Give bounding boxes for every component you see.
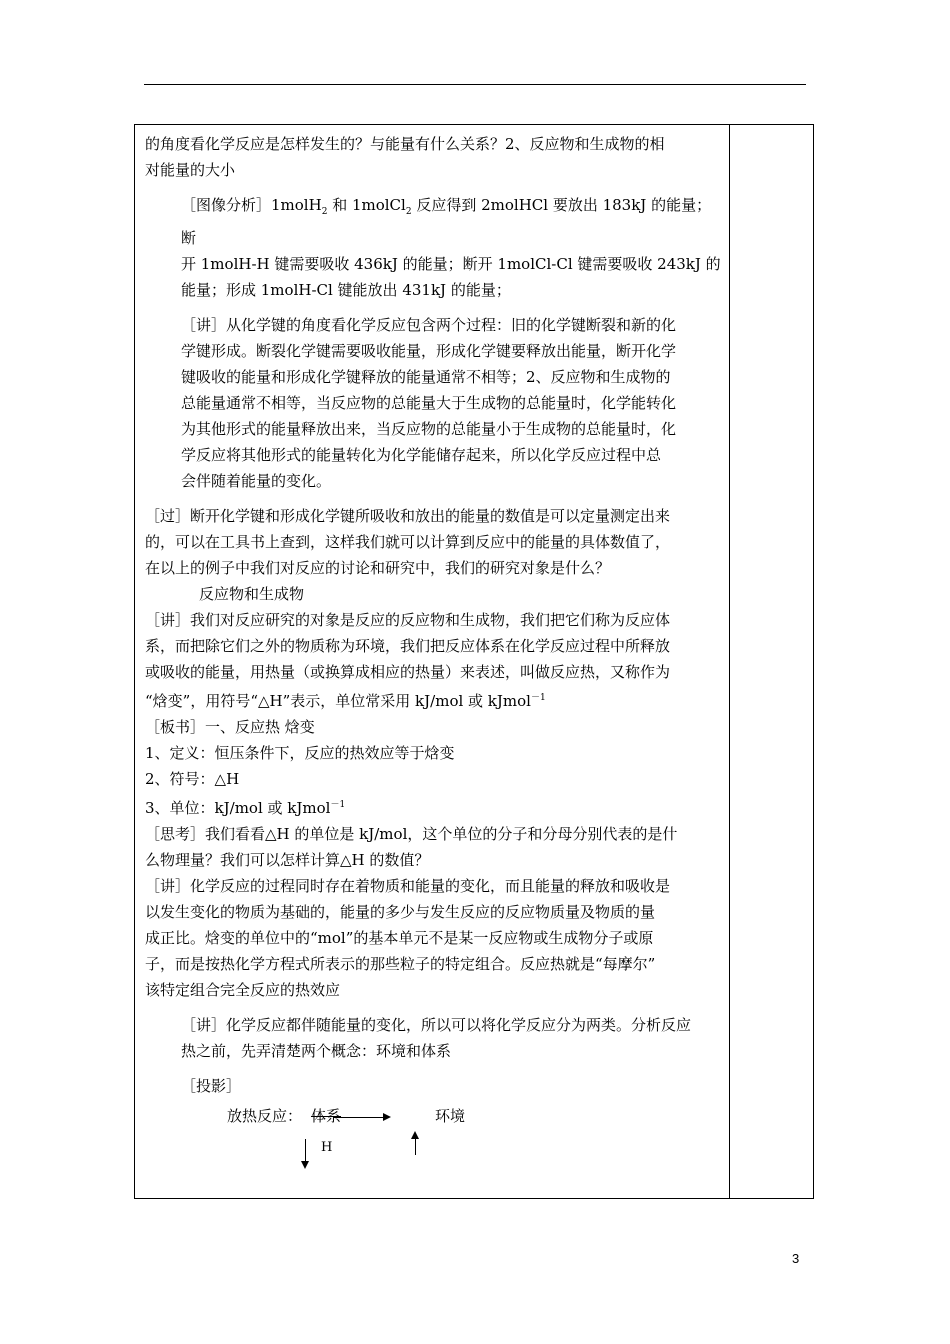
text-line: “焓变”，用符号“△H”表示，单位常采用 kJ/mol 或 kJmol$^{-1}$ [145, 692, 546, 710]
text-line: 学键形成。断裂化学键需要吸收能量，形成化学键要释放出能量，断开化学 [181, 342, 677, 360]
text-line: ［讲］我们对反应研究的对象是反应的反应物和生成物，我们把它们称为反应体 [145, 611, 671, 629]
text-line: 开 1molH-H 键需要吸收 436kJ 的能量；断开 1molCl-Cl 键需要吸收 243kJ 的 [181, 255, 721, 273]
text-line: 学反应将其他形式的能量转化为化学能储存起来，所以化学反应过程中总 [181, 446, 662, 464]
text-line: 以发生变化的物质为基础的，能量的多少与发生反应的反应物质量及物质的量 [145, 903, 656, 921]
diagram-h-label: H [321, 1140, 333, 1155]
text-line: 能量；形成 1molH-Cl 键能放出 431kJ 的能量； [181, 281, 511, 299]
text-line: 会伴随着能量的变化。 [181, 472, 332, 490]
text-line: 成正比。焓变的单位中的“mol”的基本单元不是某一反应物或生成物分子或原 [145, 929, 654, 947]
text-line: ［讲］化学反应的过程同时存在着物质和能量的变化，而且能量的释放和吸收是 [145, 877, 671, 895]
diagram-reaction-label: 放热反应： [227, 1107, 303, 1125]
table-column-divider [729, 125, 730, 1198]
text-line: 系，而把除它们之外的物质称为环境，我们把反应体系在化学反应过程中所释放 [145, 637, 671, 655]
text-line: 的角度看化学反应是怎样发生的？与能量有什么关系？2、反应物和生成物的相 [145, 135, 665, 153]
text-line: 在以上的例子中我们对反应的讨论和研究中，我们的研究对象是什么？ [145, 559, 611, 577]
diagram-environment-label: 环境 [435, 1107, 466, 1125]
lesson-table [134, 124, 814, 1199]
diagram-down-arrow [305, 1139, 306, 1167]
text-line: 热之前，先弄清楚两个概念：环境和体系 [181, 1042, 452, 1060]
text-line: 反应物和生成物 [199, 585, 305, 603]
diagram-system-label: 体系 [311, 1107, 342, 1125]
diagram-up-arrow [415, 1133, 416, 1155]
text-line: 或吸收的能量，用热量（或换算成相应的热量）来表述，叫做反应热，又称作为 [145, 663, 671, 681]
text-line: 子，而是按热化学方程式所表示的那些粒子的特定组合。反应热就是“每摩尔” [145, 955, 656, 973]
lesson-content [145, 131, 725, 1183]
header-rule [144, 84, 806, 85]
text-line: ［投影］ [181, 1077, 242, 1095]
text-line: ［思考］我们看看△H 的单位是 kJ/mol，这个单位的分子和分母分别代表的是什 [145, 825, 678, 843]
diagram-right-arrow [333, 1117, 389, 1118]
text-line: 么物理量？我们可以怎样计算△H 的数值？ [145, 851, 430, 869]
text-line: ［图像分析］1molH$_2$ 和 1molCl$_2$ 反应得到 2molHCl 要放出 183kJ 的能量；断 [181, 196, 712, 247]
text-line: 对能量的大小 [145, 161, 236, 179]
text-line: 为其他形式的能量释放出来，当反应物的总能量小于生成物的总能量时，化 [181, 420, 677, 438]
text-line: 1、定义：恒压条件下，反应的热效应等于焓变 [145, 744, 455, 762]
text-line: 3、单位：kJ/mol 或 kJmol$^{-1}$ [145, 799, 346, 817]
text-line: ［讲］化学反应都伴随能量的变化，所以可以将化学反应分为两类。分析反应 [181, 1016, 692, 1034]
exothermic-diagram [145, 1103, 725, 1183]
text-line: 2、符号：△H [145, 770, 240, 788]
text-line: 总能量通常不相等，当反应物的总能量大于生成物的总能量时，化学能转化 [181, 394, 677, 412]
text-line: 该特定组合完全反应的热效应 [145, 981, 341, 999]
text-line: 的，可以在工具书上查到，这样我们就可以计算到反应中的能量的具体数值了， [145, 533, 671, 551]
text-line: ［板书］一、反应热 焓变 [145, 718, 315, 736]
text-line: ［讲］从化学键的角度看化学反应包含两个过程：旧的化学键断裂和新的化 [181, 316, 677, 334]
text-line: 键吸收的能量和形成化学键释放的能量通常不相等；2、反应物和生成物的 [181, 368, 671, 386]
text-line: ［过］断开化学键和形成化学键所吸收和放出的能量的数值是可以定量测定出来 [145, 507, 671, 525]
page-number: 3 [792, 1251, 800, 1266]
